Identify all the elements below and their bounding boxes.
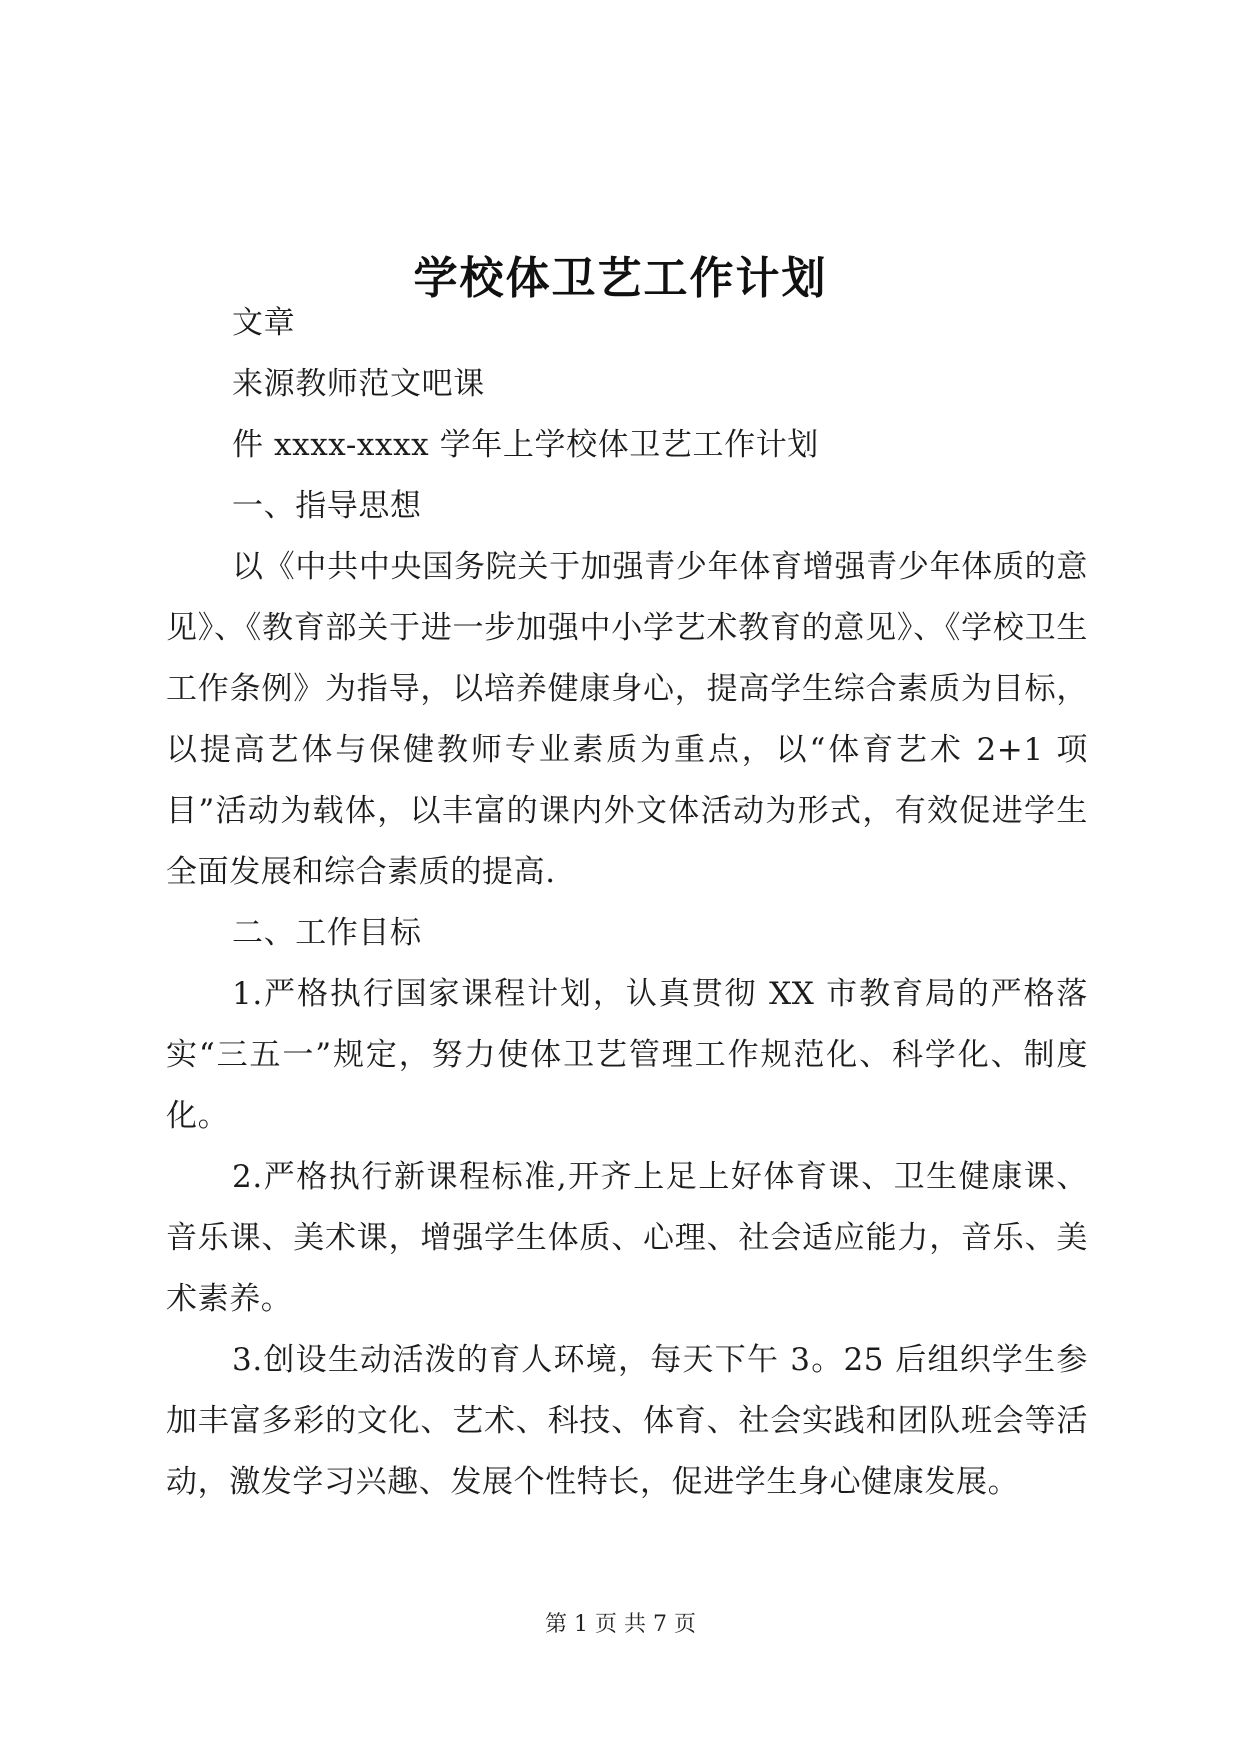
- paragraph-source: 来源教师范文吧课: [232, 366, 485, 402]
- paragraph-article: 文章: [232, 305, 296, 341]
- list-item-goal-1: 1.严格执行国家课程计划，认真贯彻 XX 市教育局的严格落实“三五一”规定，努力使体卫艺管理工作规范化、科学化、制度化。: [166, 976, 1088, 1134]
- document-title: 学校体卫艺工作计划: [413, 253, 828, 305]
- section-heading-work-goals: 二、工作目标: [232, 915, 422, 951]
- list-item-goal-3: 3.创设生动活泼的育人环境，每天下午 3。25 后组织学生参加丰富多彩的文化、艺术、科技、体育、社会实践和团队班会等活动，激发学习兴趣、发展个性特长，促进学生身心健康发展。: [166, 1342, 1088, 1500]
- paragraph-subtitle: 件 xxxx-xxxx 学年上学校体卫艺工作计划: [232, 427, 819, 463]
- paragraph-guiding-thought: 以《中共中央国务院关于加强青少年体育增强青少年体质的意见》、《教育部关于进一步加强中小学艺术教育的意见》、《学校卫生工作条例》为指导，以培养健康身心，提高学生综合素质为目标，以提高艺体与保健教师专业素质为重点，以“体育艺术 2+1 项目”活动为载体，以丰富的课内外文体活动为形式，有效促进学生全面发展和综合素质的提高.: [166, 549, 1088, 890]
- list-item-goal-2: 2.严格执行新课程标准,开齐上足上好体育课、卫生健康课、音乐课、美术课，增强学生体质、心理、社会适应能力，音乐、美术素养。: [166, 1159, 1088, 1317]
- section-heading-guiding-thought: 一、指导思想: [232, 488, 422, 524]
- page-number-footer: 第 1 页 共 7 页: [545, 1612, 696, 1637]
- document-body: [166, 293, 1088, 1513]
